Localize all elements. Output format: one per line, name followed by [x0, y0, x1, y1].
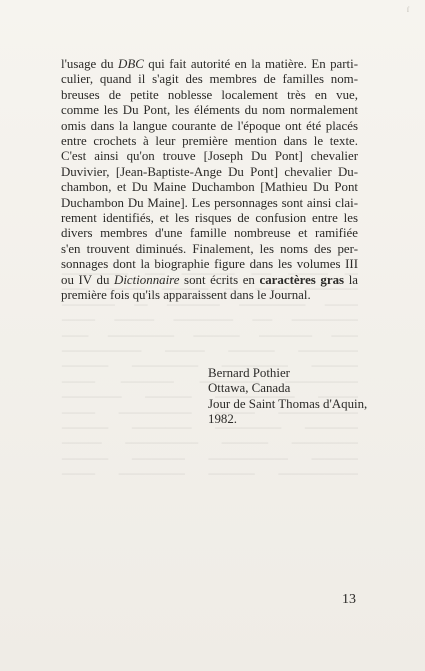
italic-term: Dictionnaire: [114, 272, 180, 287]
text-line: ou IV du Dictionnaire sont écrits en caractères gras la: [61, 272, 359, 287]
text-line: omis dans la langue courante de l'époque ont été placés: [61, 118, 358, 133]
text-line: C'est ainsi qu'on trouve [Joseph Du Pont] chevalier: [61, 149, 358, 164]
author-name: Bernard Pothier: [208, 366, 290, 380]
text-line: l'usage du DBC qui fait autorité en la matière. En parti-: [61, 57, 359, 71]
italic-term: DBC: [118, 57, 144, 71]
text-line: Duvivier, [Jean-Baptiste-Ange Du Pont] chevalier Du-: [61, 164, 358, 179]
text-line: divers membres d'une famille nombreuse et ramifiée: [61, 226, 358, 241]
body-paragraph: [61, 57, 358, 304]
text-line: entre crochets à leur première mention dans le texte.: [61, 134, 358, 149]
signature-date: Jour de Saint Thomas d'Aquin,: [208, 396, 368, 411]
text-line: comme les Du Pont, les éléments du nom normalement: [61, 103, 358, 118]
text-line: s'en trouvent diminués. Finalement, les noms des per-: [61, 241, 358, 256]
signature-block: [208, 366, 367, 428]
margin-mark: ſ: [407, 6, 409, 14]
text-line: chambon, et Du Maine Duchambon [Mathieu Du Pont: [61, 180, 358, 195]
signature-year: 1982.: [208, 412, 238, 427]
signature-place: Ottawa, Canada: [208, 381, 291, 396]
text-line: Duchambon Du Maine]. Les personnages sont ainsi clai-: [61, 195, 358, 210]
text-line: breuses de petite noblesse localement très en vue,: [61, 87, 358, 102]
text-line: sonnages dont la biographie figure dans les volumes III: [61, 257, 358, 272]
page-number: 13: [342, 592, 356, 607]
text-line: culier, quand il s'agit des membres de familles nom-: [61, 72, 358, 87]
text-line: rement identifiés, et les risques de confusion entre les: [61, 211, 358, 226]
text-line: première fois qu'ils apparaissent dans le Journal.: [61, 288, 311, 303]
bold-term: caractères gras: [259, 272, 345, 287]
